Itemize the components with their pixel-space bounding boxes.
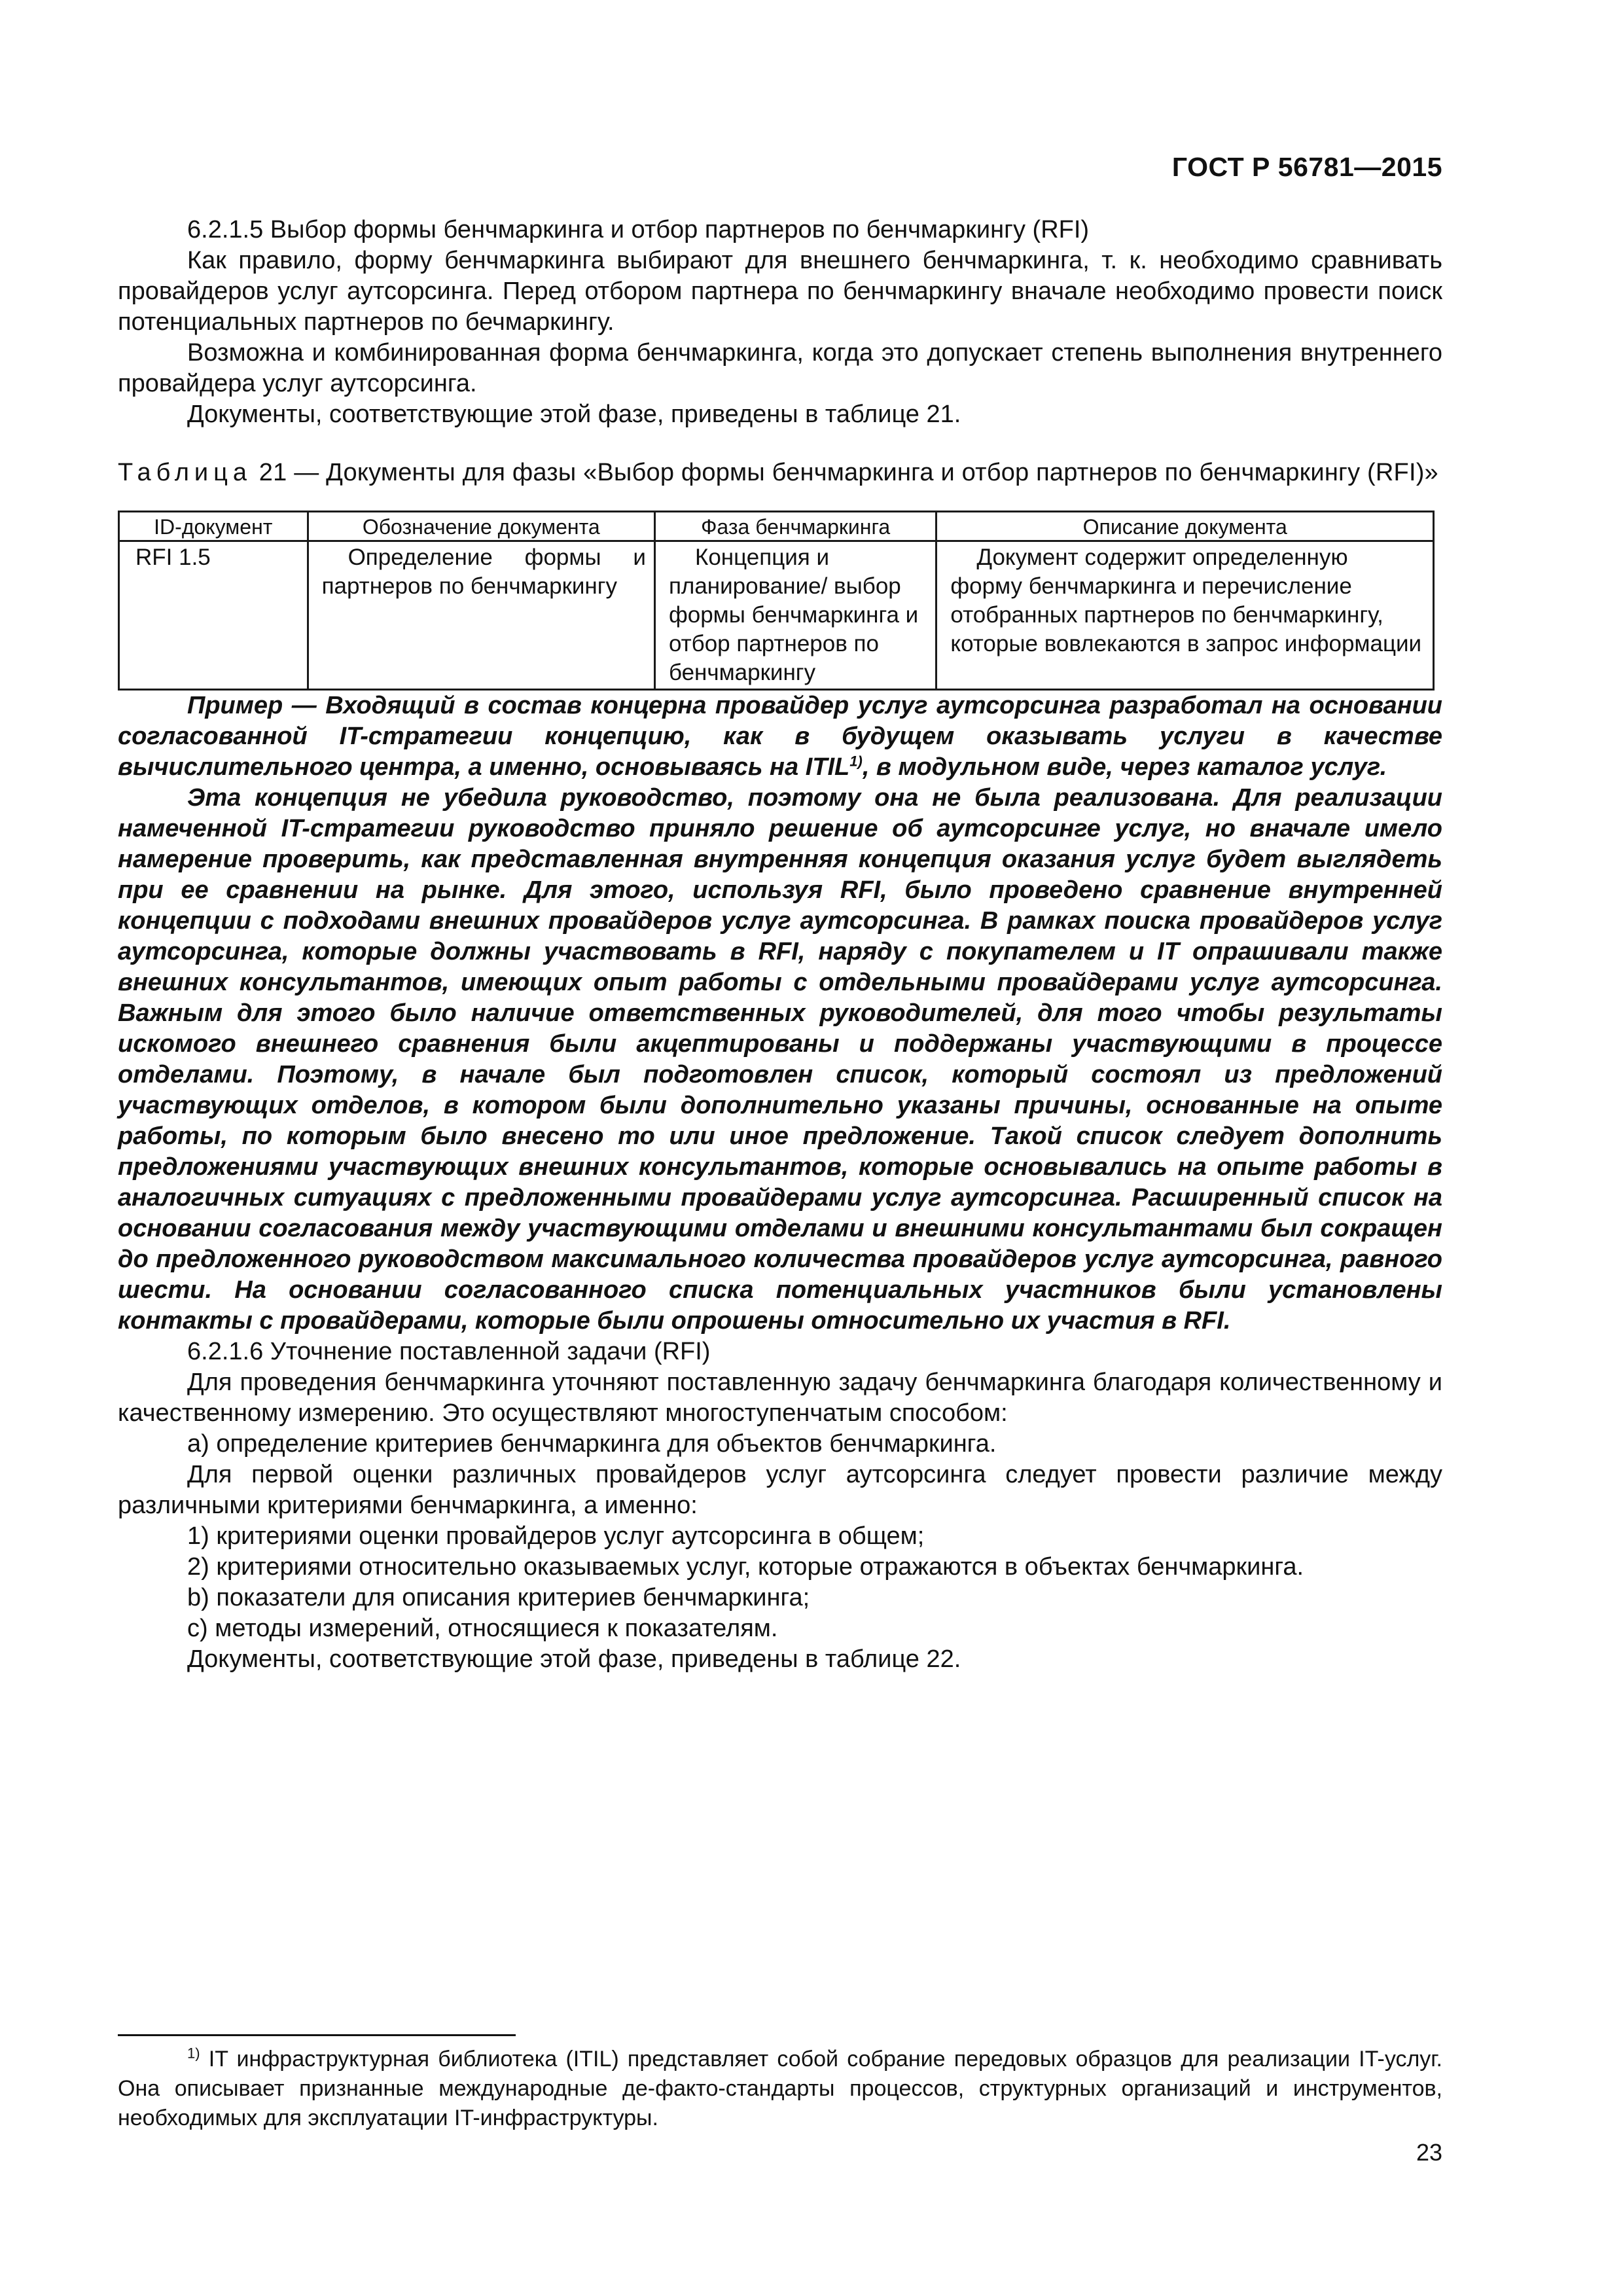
standard-designation: ГОСТ Р 56781—2015 <box>1171 152 1442 182</box>
cell-description: Документ содержит определенную форму бенчмаркинга и перечисление отобранных партнеров по бенчмаркингу, которые вовлекаются в запрос информации <box>936 541 1434 690</box>
cell-id: RFI 1.5 <box>119 541 308 690</box>
footnote-mark: 1) <box>187 2045 200 2062</box>
section-heading-6216: 6.2.1.6 Уточнение поставленной задачи (RFI) <box>187 1338 711 1365</box>
column-header: ID-документ <box>119 512 308 541</box>
paragraph: Документы, соответствующие этой фазе, приведены в таблице 22. <box>187 1645 961 1673</box>
example-paragraph <box>118 691 1442 783</box>
footnote <box>118 2045 1442 2133</box>
main-content <box>118 215 1442 1675</box>
page-number: 23 <box>1416 2139 1442 2166</box>
list-item: с) методы измерений, относящиеся к показателям. <box>187 1615 778 1642</box>
column-header: Обозначение документа <box>308 512 654 541</box>
paragraph: Возможна и комбинированная форма бенчмаркинга, когда это допускает степень выполнения внутреннего провайдера услуг аутсорсинга. <box>118 339 1442 397</box>
example-text: , в модульном виде, через каталог услуг. <box>862 753 1387 781</box>
section-heading-6215: 6.2.1.5 Выбор формы бенчмаркинга и отбор партнеров по бенчмаркингу (RFI) <box>187 216 1090 243</box>
list-item: 2) критериями относительно оказываемых услуг, которые отражаются в объектах бенчмаркинга. <box>187 1553 1304 1581</box>
paragraph: Для проведения бенчмаркинга уточняют поставленную задачу бенчмаркинга благодаря количественному и качественному измерению. Это осуществляют многоступенчатым способом: <box>118 1369 1442 1427</box>
list-item: b) показатели для описания критериев бенчмаркинга; <box>187 1584 810 1611</box>
footnote-text: IT инфраструктурная библиотека (ITIL) представляет собой собрание передовых образцов для реализации IT-услуг. Она описывает признанные международные де-факто-стандарты процессов, структурных организаций и инструментов, необходимых для эксплуатации IT-инфраструктуры. <box>118 2047 1442 2130</box>
table-caption-label: Таблица <box>118 459 252 486</box>
cell-phase: Концепция и планирование/ выбор формы бенчмаркинга и отбор партнеров по бенчмаркингу <box>654 541 936 690</box>
column-header: Фаза бенчмаркинга <box>654 512 936 541</box>
table-row <box>119 541 1434 690</box>
paragraph: Как правило, форму бенчмаркинга выбирают для внешнего бенчмаркинга, т. к. необходимо сравнивать провайдеров услуг аутсорсинга. Перед отбором партнера по бенчмаркингу вначале необходимо провести поиск потенциальных партнеров по бечмаркингу. <box>118 247 1442 336</box>
paragraph: Документы, соответствующие этой фазе, приведены в таблице 21. <box>187 401 961 428</box>
list-item: 1) критериями оценки провайдеров услуг аутсорсинга в общем; <box>187 1522 925 1550</box>
paragraph: Для первой оценки различных провайдеров услуг аутсорсинга следует провести различие между различными критериями бенчмаркинга, а именно: <box>118 1461 1442 1519</box>
table-header-row <box>119 512 1434 541</box>
cell-designation: Определение формы и партнеров по бенчмаркингу <box>308 541 654 690</box>
table-caption <box>118 457 1442 488</box>
column-header: Описание документа <box>936 512 1434 541</box>
list-item: а) определение критериев бенчмаркинга для объектов бенчмаркинга. <box>187 1430 997 1458</box>
footnote-separator <box>118 2034 516 2036</box>
documents-table-21 <box>118 511 1435 691</box>
footnote-reference: 1) <box>849 753 863 770</box>
example-paragraph: Эта концепция не убедила руководство, поэтому она не была реализована. Для реализации намеченной IT-стратегии руководство приняло решение об аутсорсинге услуг, но вначале имело намерение проверить, как представленная внутренняя концепция оказания услуг будет выглядеть при ее сравнении на рынке. Для этого, используя RFI, было проведено сравнение внутренней концепции с подходами внешних провайдеров услуг аутсорсинга. В рамках поиска провайдеров услуг аутсорсинга, которые должны участвовать в RFI, наряду с покупателем и IT опрашивали также внешних консультантов, имеющих опыт работы с отдельными провайдерами услуг аутсорсинга. Важным для этого было наличие ответственных руководителей, для того чтобы результаты искомого внешнего сравнения были акцептированы и поддержаны участвующими в процессе отделами. Поэтому, в начале был подготовлен список, который состоял из предложений участвующих отделов, в котором были дополнительно указаны причины, основанные на опыте работы, по которым было внесено то или иное предложение. Такой список следует дополнить предложениями участвующих внешних консультантов, которые основывались на опыте работы в аналогичных ситуациях с предложенными провайдерами услуг аутсорсинга. Расширенный список на основании согласования между участвующими отделами и внешними консультантами был сокращен до предложенного руководством максимального количества провайдеров услуг аутсорсинга, равного шести. На основании согласованного списка потенциальных участников были установлены контакты с провайдерами, которые были опрошены относительно их участия в RFI. <box>118 784 1442 1335</box>
example-text: Пример — Входящий в состав концерна провайдер услуг аутсорсинга разработал на основании согласованной IT-стратегии концепцию, как в будущем оказывать услуги в качестве вычислительного центра, а именно, основываясь на ITIL <box>118 692 1442 781</box>
table-caption-text: 21 — Документы для фазы «Выбор формы бенчмаркинга и отбор партнеров по бенчмаркингу (RFI)» <box>259 459 1438 486</box>
